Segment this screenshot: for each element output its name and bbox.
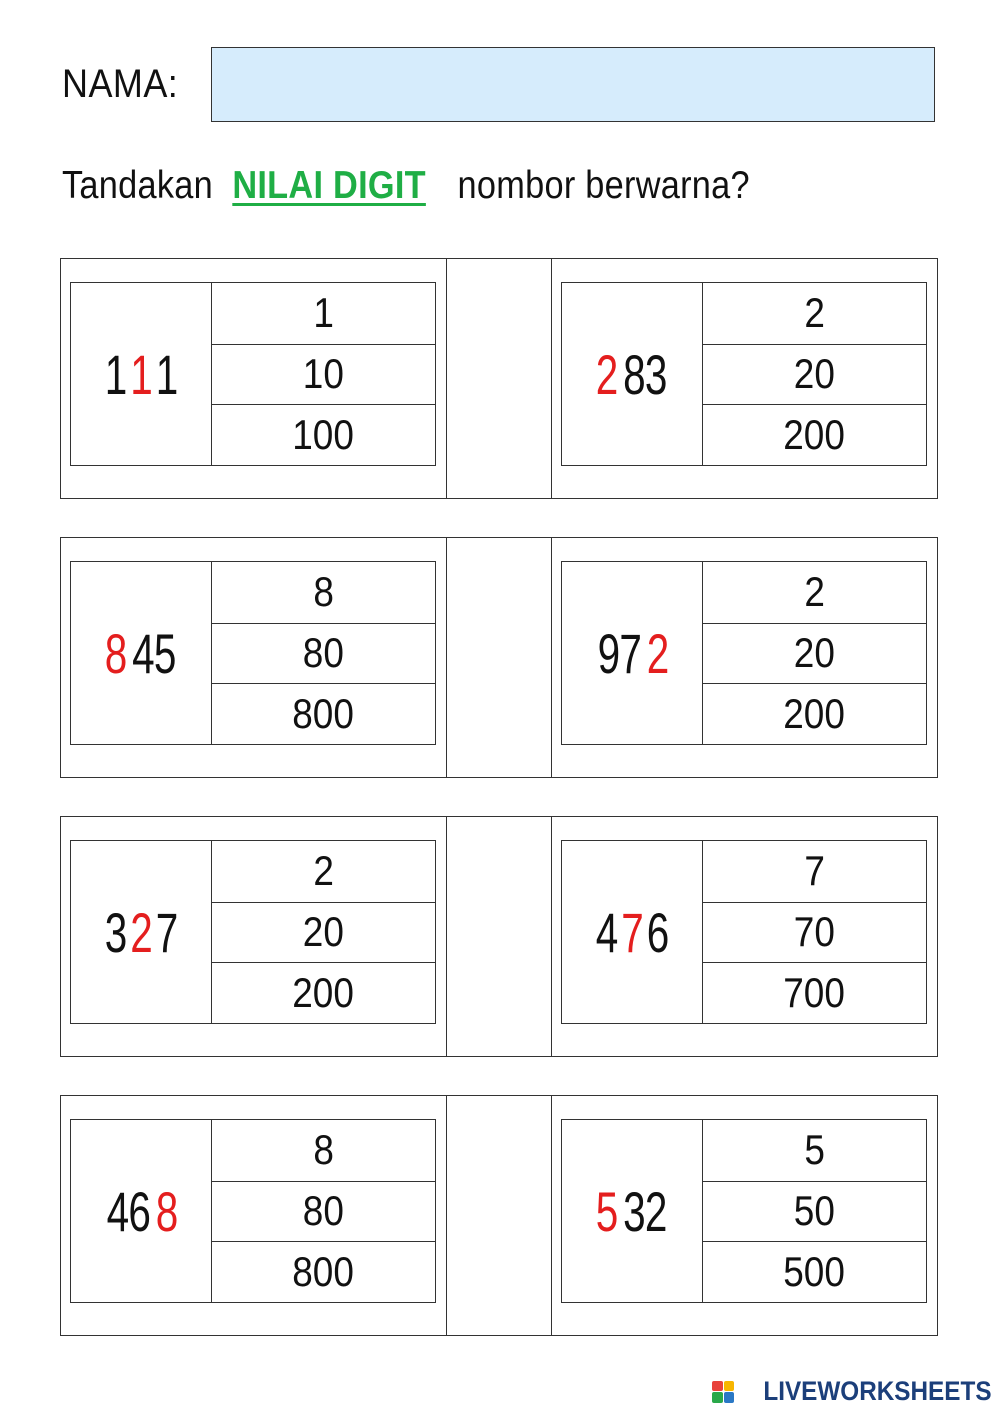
question-card xyxy=(70,561,436,745)
instruction xyxy=(62,164,750,208)
answer-option[interactable]: 5 xyxy=(804,1126,825,1174)
name-label: NAMA: xyxy=(62,62,179,106)
colored-digit: 8 xyxy=(104,621,127,685)
logo-text: LIVEWORKSHEETS xyxy=(763,1376,992,1406)
colored-digit: 2 xyxy=(646,621,669,685)
liveworksheets-logo-icon xyxy=(712,1381,734,1403)
question-card xyxy=(561,282,927,466)
liveworksheets-logo xyxy=(712,1376,992,1407)
instruction-before: Tandakan xyxy=(62,164,213,207)
answer-option[interactable]: 20 xyxy=(703,344,926,405)
answer-option[interactable]: 2 xyxy=(313,847,334,895)
question-card xyxy=(561,561,927,745)
question-number: 46 8 xyxy=(71,1120,212,1302)
colored-digit: 8 xyxy=(155,1179,178,1243)
question-row xyxy=(60,258,938,499)
colored-digit: 1 xyxy=(130,342,152,406)
colored-digit: 2 xyxy=(130,900,152,964)
instruction-highlight: NILAI DIGIT xyxy=(232,164,426,207)
question-number: 97 2 xyxy=(562,562,703,744)
answer-option[interactable]: 8 xyxy=(313,1126,334,1174)
answer-option[interactable]: 200 xyxy=(703,683,926,744)
answer-option[interactable]: 20 xyxy=(212,902,435,963)
question-number: 8 45 xyxy=(71,562,212,744)
answer-option[interactable]: 80 xyxy=(212,1181,435,1242)
question-number: 111 xyxy=(71,283,212,465)
answer-option[interactable]: 700 xyxy=(703,962,926,1023)
answer-option[interactable]: 2 xyxy=(804,289,825,337)
question-number: 327 xyxy=(71,841,212,1023)
question-row xyxy=(60,816,938,1057)
answer-option[interactable]: 800 xyxy=(212,683,435,744)
answer-option[interactable]: 200 xyxy=(703,404,926,465)
answer-option[interactable]: 8 xyxy=(313,568,334,616)
answer-option[interactable]: 1 xyxy=(313,289,334,337)
answer-option[interactable]: 200 xyxy=(212,962,435,1023)
question-row xyxy=(60,1095,938,1336)
answer-option[interactable]: 70 xyxy=(703,902,926,963)
answer-option[interactable]: 800 xyxy=(212,1241,435,1302)
colored-digit: 2 xyxy=(595,342,618,406)
question-number: 5 32 xyxy=(562,1120,703,1302)
answer-option[interactable]: 500 xyxy=(703,1241,926,1302)
answer-option[interactable]: 10 xyxy=(212,344,435,405)
question-card xyxy=(561,1119,927,1303)
question-card xyxy=(70,840,436,1024)
question-row xyxy=(60,537,938,778)
answer-option[interactable]: 50 xyxy=(703,1181,926,1242)
question-card xyxy=(70,1119,436,1303)
question-card xyxy=(70,282,436,466)
question-number: 2 83 xyxy=(562,283,703,465)
question-card xyxy=(561,840,927,1024)
colored-digit: 7 xyxy=(621,900,643,964)
answer-option[interactable]: 100 xyxy=(212,404,435,465)
answer-option[interactable]: 80 xyxy=(212,623,435,684)
name-input[interactable] xyxy=(211,47,935,122)
answer-option[interactable]: 20 xyxy=(703,623,926,684)
instruction-after: nombor berwarna? xyxy=(457,164,750,207)
colored-digit: 5 xyxy=(595,1179,618,1243)
answer-option[interactable]: 2 xyxy=(804,568,825,616)
question-number: 476 xyxy=(562,841,703,1023)
answer-option[interactable]: 7 xyxy=(804,847,825,895)
